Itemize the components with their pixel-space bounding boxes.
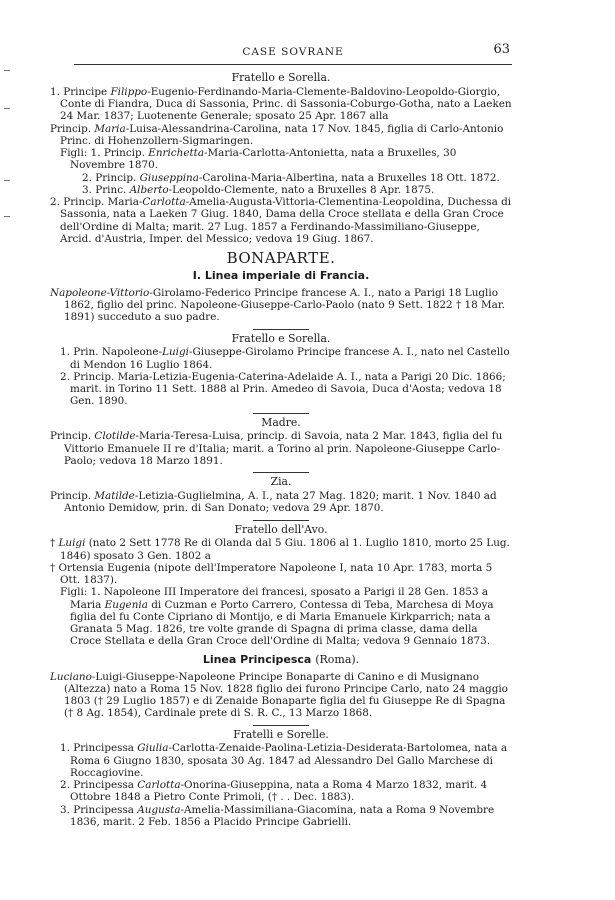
entry-enrichetta: Figli: 1. Princip. Enrichetta-Maria-Carlotta-Antonietta, nata a Bruxelles, 30 Novembre 1870. bbox=[60, 147, 457, 172]
entry-luigi: 1. Prin. Napoleone-Luigi-Giuseppe-Girolamo Principe francese A. I., nato nel Castello di Mendon 16 Luglio 1864. bbox=[60, 346, 510, 371]
margin-mark bbox=[4, 108, 10, 109]
divider bbox=[253, 329, 309, 330]
divider bbox=[253, 725, 309, 726]
entry-luciano: Luciano-Luigi-Giuseppe-Napoleone Principe Bonaparte di Canino e di Musignano (Altezza) nato a Roma 15 Nov. 1828 figlio dei furono Principe Carlo, nato 24 maggio 1803 († 29 Luglio 1857) e di Zenaide Bonaparte figlia del fu Giuseppe Re di Spagna († 8 Ag. 1854), Cardinale prete di S. R. C., 13 Marzo 1868. bbox=[50, 670, 508, 720]
entry-matilde: Princip. Matilde-Letizia-Guglielmina, A. I., nata 27 Mag. 1820; marit. 1 Nov. 1840 ad Antonio Demidow, prin. di San Donato; vedova 29 Apr. 1870. bbox=[50, 489, 497, 515]
entry-carlotta: 2. Princip. Maria-Carlotta-Amelia-Augusta-Vittoria-Clementina-Leopoldina, Duchessa di Sassonia, nata a Laeken 7 Giug. 1840, Dama della Croce stellata e della Gran Croce dell'Ordine di Malta; marit. 27 Lug. 1857 a Ferdinando-Massimiliano-Giuseppe, Arcid. d'Austria, Imper. del Messico; vedova 19 Giug. 1867. bbox=[50, 196, 512, 245]
divider bbox=[253, 413, 309, 414]
line-heading: I. Linea imperiale di Francia. bbox=[192, 268, 370, 282]
entry-filippo: 1. Principe Filippo-Eugenio-Ferdinando-Maria-Clemente-Baldovino-Leopoldo-Giorgio, Conte di Fiandra, Duca di Sassonia, Princ. di Sassonia-Coburgo-Gotha, nato a Laeken 24 Mar. 1837; Luotenente Generale; sposato 25 Apr. 1867 alla bbox=[50, 85, 512, 123]
section-heading: Madre. bbox=[261, 415, 301, 429]
divider bbox=[253, 520, 309, 521]
section-heading: Fratelli e Sorelle. bbox=[233, 727, 329, 741]
entry-alberto: 3. Princ. Alberto-Leopoldo-Clemente, nato a Bruxelles 8 Apr. 1875. bbox=[82, 183, 435, 196]
section-heading: Zia. bbox=[270, 475, 292, 489]
entry-giulia: 1. Principessa Giulia-Carlotta-Zenaide-Paolina-Letizia-Desiderata-Bartolomea, nata a Roma 6 Giugno 1830, sposata 30 Ag. 1847 ad Alessandro Del Gallo Marchese di Roccagiovine. bbox=[60, 742, 508, 779]
entry-augusta: 3. Principessa Augusta-Amelia-Massimiliana-Giacomina, nata a Roma 9 Novembre 1836, marit. 2 Feb. 1856 a Placido Principe Gabrielli. bbox=[60, 803, 495, 828]
entry-giuseppina: 2. Princip. Giuseppina-Carolina-Maria-Albertina, nata a Bruxelles 18 Ott. 1872. bbox=[82, 171, 500, 184]
section-heading: Fratello e Sorella. bbox=[231, 331, 331, 345]
margin-mark bbox=[4, 180, 10, 181]
page-number: 63 bbox=[493, 42, 510, 57]
running-head: CASE SOVRANE bbox=[242, 46, 344, 58]
entry-napoleone-vittorio: Napoleone-Vittorio-Girolamo-Federico Principe francese A. I., nato a Parigi 18 Luglio 1862, figlio del princ. Napoleone-Giuseppe-Carlo-Paolo (nato 9 Sett. 1822 † 18 Mar. 1891) succeduto a suo padre. bbox=[50, 286, 505, 324]
section-heading: Fratello e Sorella. bbox=[231, 71, 331, 84]
margin-mark bbox=[4, 216, 10, 217]
line-heading: Linea Principesca (Roma). bbox=[202, 652, 360, 666]
entry-luigi-re-olanda: † Luigi (nato 2 Sett 1778 Re di Olanda dal 5 Giu. 1806 al 1. Luglio 1810, morto 25 Lug. 1846) sposato 3 Gen. 1802 a bbox=[50, 537, 510, 562]
entry-maria-luisa: Princip. Maria-Luisa-Alessandrina-Carolina, nata 17 Nov. 1845, figlia di Carlo-Antonio Princ. di Hohenzollern-Sigmaringen. bbox=[50, 122, 504, 147]
header-rule bbox=[74, 64, 512, 65]
entry-clotilde: Princip. Clotilde-Maria-Teresa-Luisa, princip. di Savoia, nata 2 Mar. 1843, figlia del fu Vittorio Emanuele II re d'Italia; marit. a Torino al prin. Napoleone-Giuseppe Carlo-Paolo; vedova 18 Marzo 1891. bbox=[50, 430, 503, 467]
house-title: BONAPARTE. bbox=[226, 249, 336, 268]
divider bbox=[253, 472, 309, 473]
entry-maria-letizia: 2. Princip. Maria-Letizia-Eugenia-Caterina-Adelaide A. I., nata a Parigi 20 Dic. 1866; marit. in Torino 11 Sett. 1888 al Prin. Amedeo di Savoia, Duca d'Aosta; vedova 18 Gen. 1890. bbox=[60, 370, 506, 408]
section-heading: Fratello dell'Avo. bbox=[234, 522, 328, 536]
margin-mark bbox=[4, 70, 10, 71]
entry-ortensia: † Ortensia Eugenia (nipote dell'Imperatore Napoleone I, nata 10 Apr. 1783, morta 5 Ott. 1837). bbox=[50, 561, 493, 587]
entry-napoleone-iii: Figli: 1. Napoleone III Imperatore dei francesi, sposato a Parigi il 28 Gen. 1853 a Maria Eugenia di Cuzman e Porto Carrero, Contessa di Teba, Marchesa di Moya figlia del fu Conte Cipriano di Montijo, e di Maria Emanuele Kirkparrich; nata a Granata 5 Mag. 1826, tre volte grande di Spagna di prima classe, dama della Croce Stellata e della Gran Croce dell'Ordine di Malta; vedova 9 Gennaio 1873. bbox=[60, 586, 494, 648]
entry-carlotta-onorina: 2. Principessa Carlotta-Onorina-Giuseppina, nata a Roma 4 Marzo 1832, marit. 4 Ottobre 1848 a Pietro Conte Primoli, († . . Dec. 1883). bbox=[60, 779, 488, 804]
page-body bbox=[50, 70, 512, 828]
